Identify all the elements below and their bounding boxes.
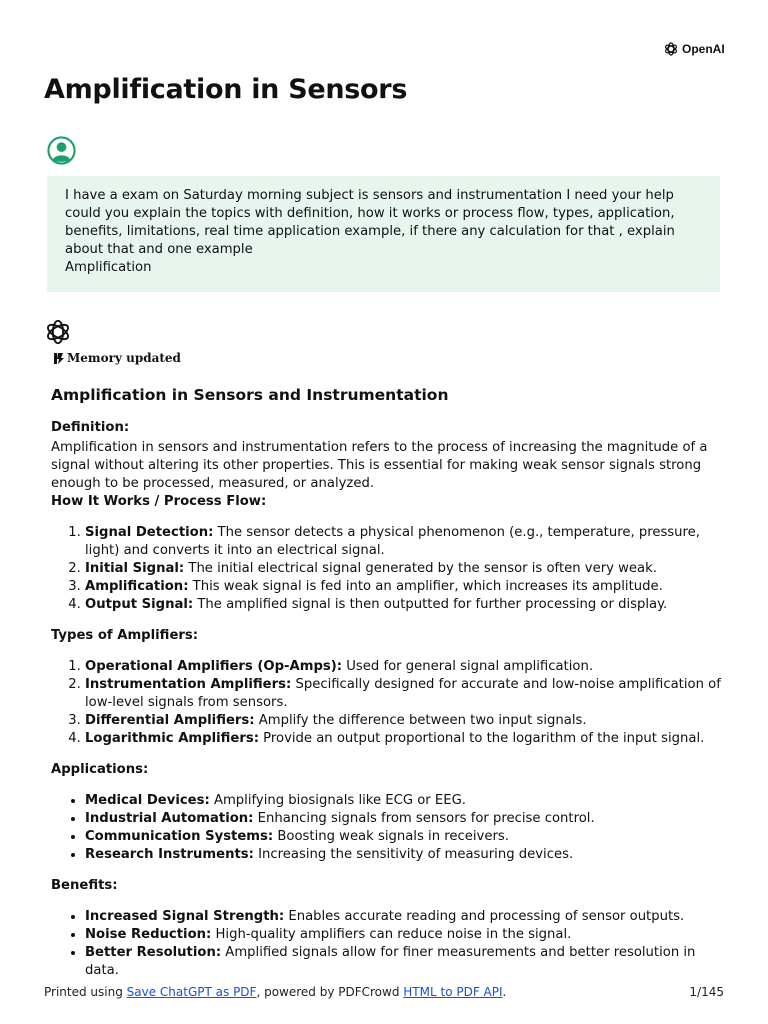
openai-brand <box>663 41 725 57</box>
list-item: 2. Instrumentation Amplifiers: Specifically designed for accurate and low-noise amplification of low-level signals from sensors. <box>85 676 723 712</box>
user-message-text: I have a exam on Saturday morning subject is sensors and instrumentation I need your help could you explain the topics with definition, how it works or process flow, types, application, benefits, limitations, real time application example, if there any calculation for that , explain about that and one example <box>65 188 675 257</box>
benefits-list <box>51 908 723 980</box>
page-number: 1/145 <box>689 985 724 999</box>
types-list <box>51 658 723 748</box>
list-item: 1. Signal Detection: The sensor detects a physical phenomenon (e.g., temperature, pressure, light) and converts it into an electrical signal. <box>85 524 723 560</box>
chatgpt-logo-icon <box>44 318 72 346</box>
process-label: How It Works / Process Flow: <box>51 494 267 509</box>
list-item: • Medical Devices: Amplifying biosignals like ECG or EEG. <box>85 792 723 810</box>
assistant-answer <box>51 385 723 980</box>
applications-label: Applications: <box>51 762 149 777</box>
applications-list <box>51 792 723 864</box>
list-item: • Better Resolution: Amplified signals allow for finer measurements and better resolution in data. <box>85 944 723 980</box>
list-item: 4. Output Signal: The amplified signal is then outputted for further processing or display. <box>85 596 723 614</box>
answer-heading: Amplification in Sensors and Instrumentation <box>51 386 449 404</box>
page-title: Amplification in Sensors <box>44 74 408 105</box>
list-item: • Research Instruments: Increasing the sensitivity of measuring devices. <box>85 846 723 864</box>
brand-name: OpenAI <box>682 42 725 56</box>
list-item: 3. Differential Amplifiers: Amplify the difference between two input signals. <box>85 712 723 730</box>
openai-logo-icon <box>663 41 679 57</box>
definition-label: Definition: <box>51 420 130 435</box>
list-item: 2. Initial Signal: The initial electrical signal generated by the sensor is often very weak. <box>85 560 723 578</box>
list-item: • Communication Systems: Boosting weak signals in receivers. <box>85 828 723 846</box>
save-chatgpt-as-pdf-link[interactable]: Save ChatGPT as PDF <box>126 985 257 999</box>
list-item: 1. Operational Amplifiers (Op-Amps): Used for general signal amplification. <box>85 658 723 676</box>
memory-icon <box>53 352 65 365</box>
print-footer: Printed using Save ChatGPT as PDF, powered by PDFCrowd HTML to PDF API. 1/145 <box>44 985 724 999</box>
user-message <box>47 176 720 292</box>
memory-label: Memory updated <box>67 351 181 365</box>
list-item: • Industrial Automation: Enhancing signals from sensors for precise control. <box>85 810 723 828</box>
list-item: 3. Amplification: This weak signal is fed into an amplifier, which increases its amplitude. <box>85 578 723 596</box>
definition-text: Amplification in sensors and instrumentation refers to the process of increasing the magnitude of a signal without altering its other properties. This is essential for making weak sensor signals strong enough to be processed, measured, or analyzed. <box>51 440 708 491</box>
list-item: • Noise Reduction: High-quality amplifiers can reduce noise in the signal. <box>85 926 723 944</box>
benefits-label: Benefits: <box>51 878 118 893</box>
list-item: 4. Logarithmic Amplifiers: Provide an output proportional to the logarithm of the input signal. <box>85 730 723 748</box>
user-avatar-icon <box>47 136 76 165</box>
types-label: Types of Amplifiers: <box>51 628 199 643</box>
list-item: • Increased Signal Strength: Enables accurate reading and processing of sensor outputs. <box>85 908 723 926</box>
user-message-topic: Amplification <box>65 260 152 275</box>
html-to-pdf-api-link[interactable]: HTML to PDF API <box>403 985 503 999</box>
memory-updated-note <box>53 351 181 365</box>
process-list <box>51 524 723 614</box>
